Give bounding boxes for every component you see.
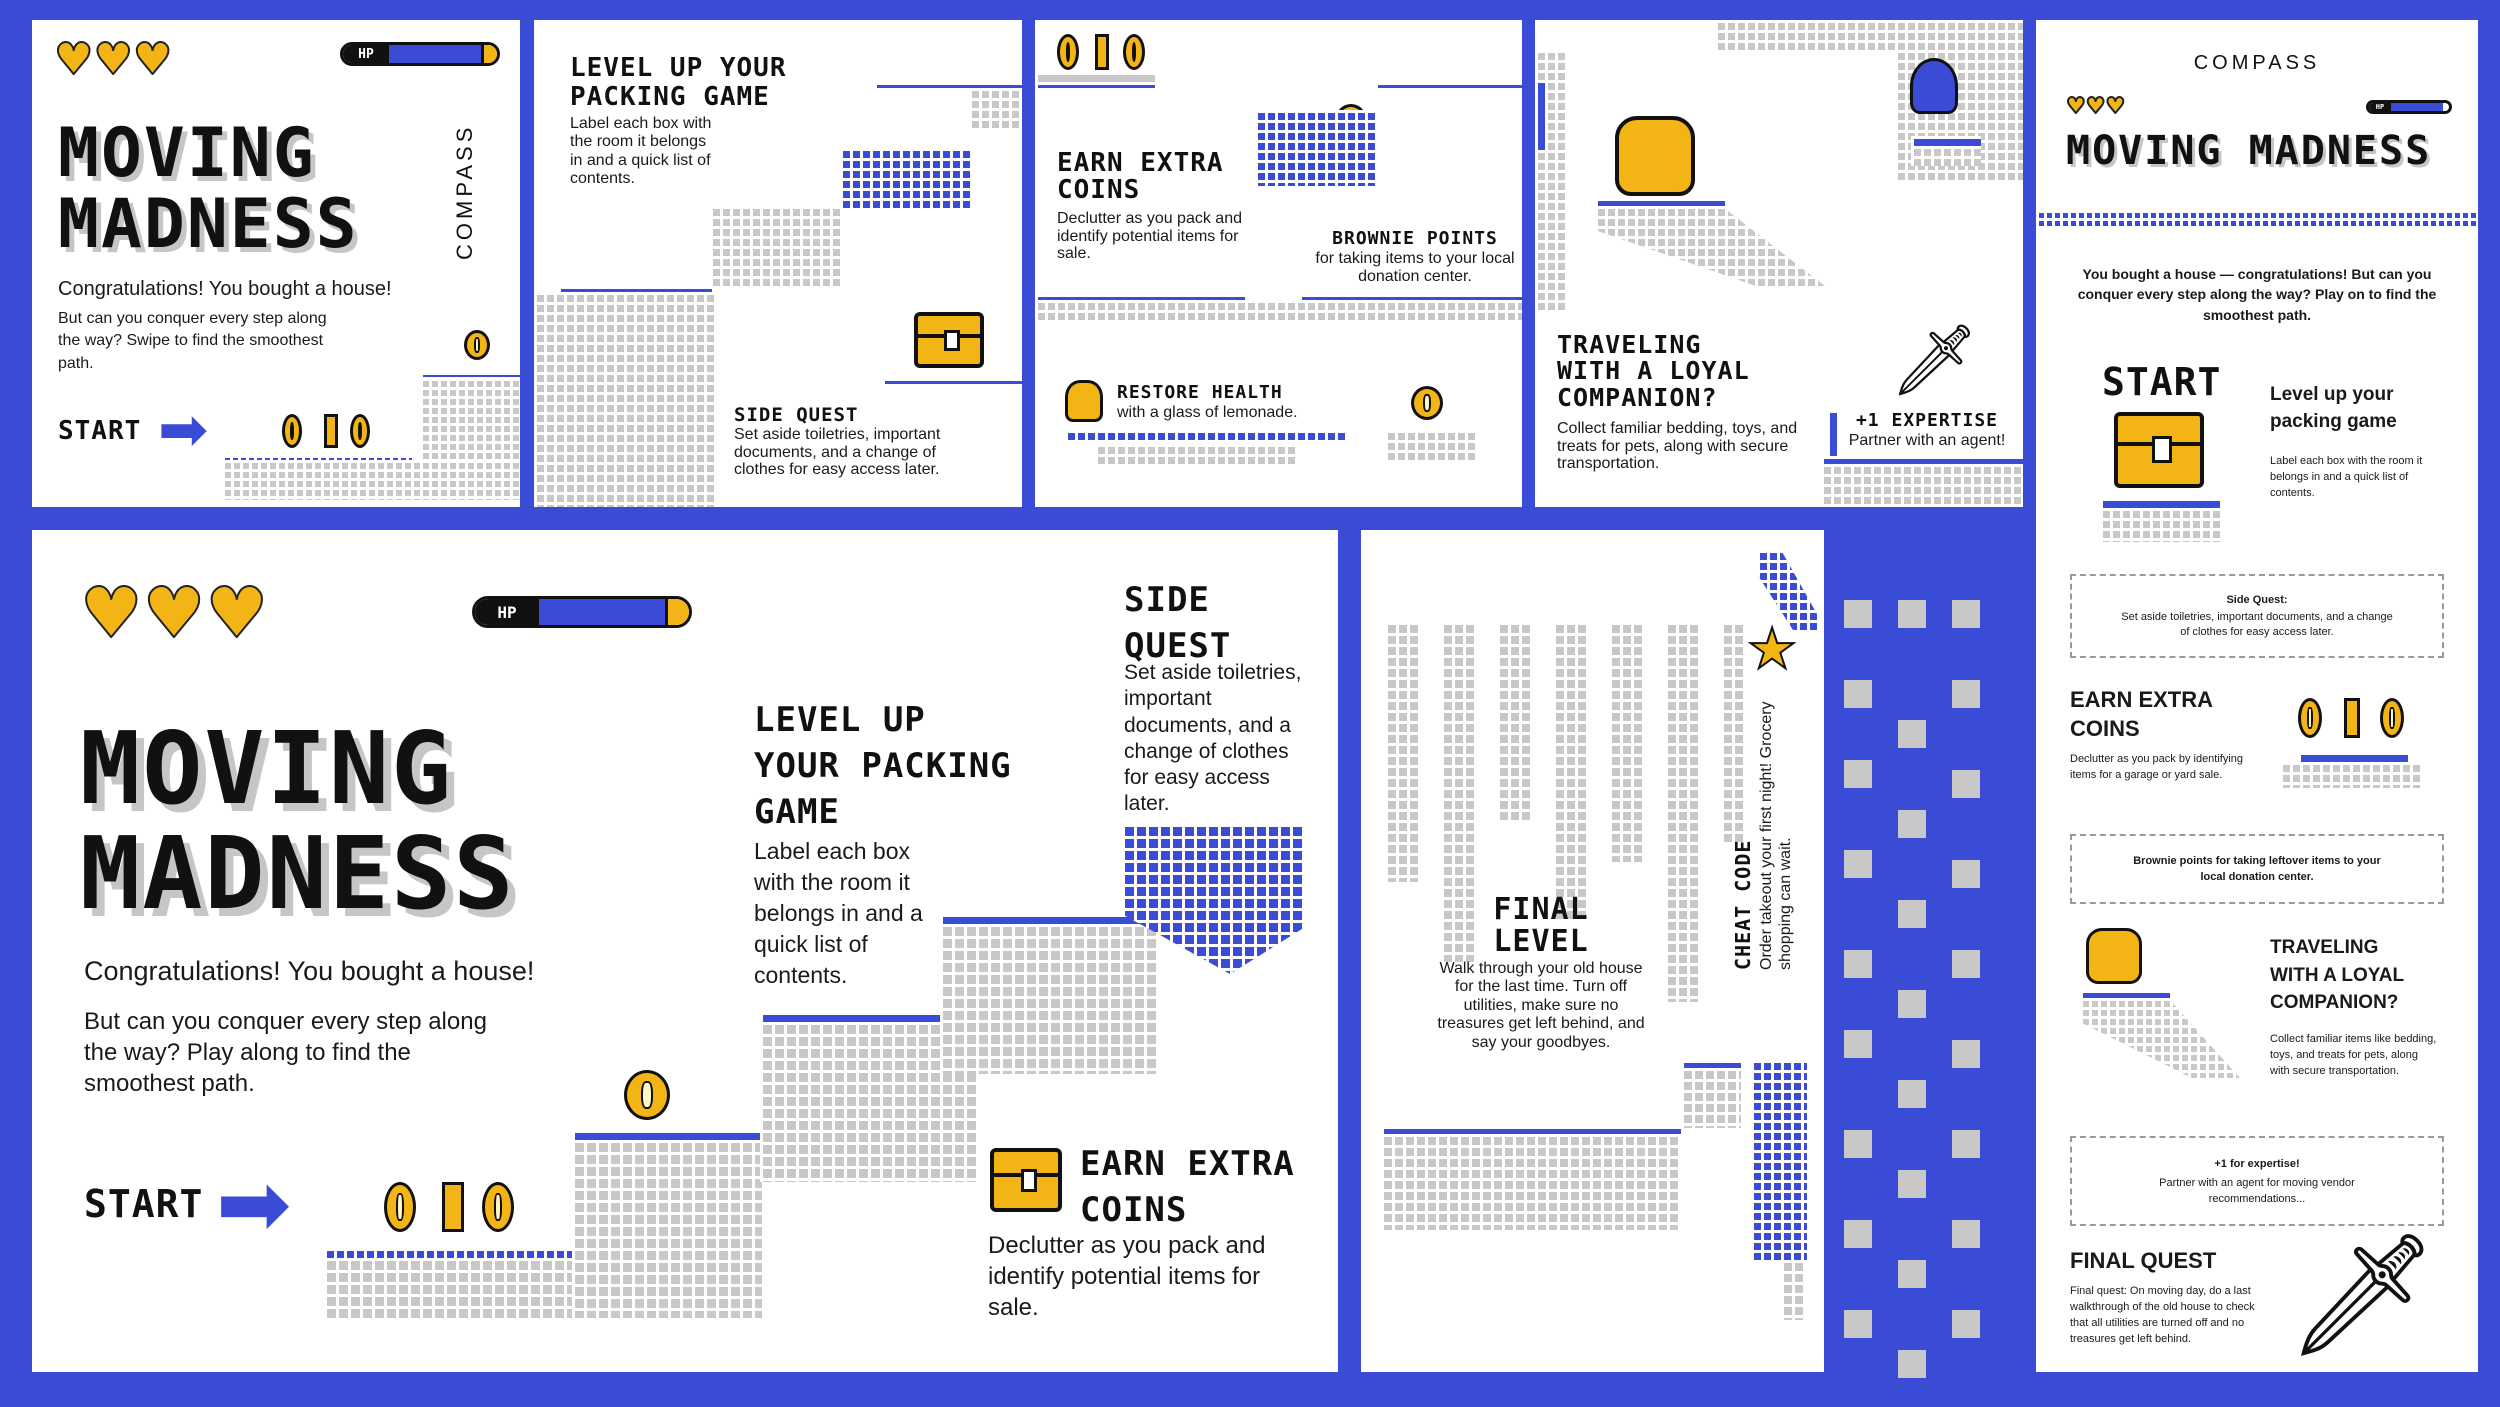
tall-expertise-label: +1 for expertise! — [2214, 1158, 2300, 1170]
treasure-chest-icon — [990, 1148, 1062, 1212]
pixel-path — [1821, 456, 2023, 464]
tall-travel-title: TRAVELING WITH A LOYAL COMPANION? — [2270, 937, 2405, 1014]
coin-bar-icon — [1095, 34, 1109, 70]
coin-bar-icon — [442, 1182, 464, 1232]
pixel-tile — [1952, 950, 1980, 978]
coin-icon — [2380, 698, 2404, 738]
coin-icon — [282, 414, 302, 448]
tall-level-body: Label each box with the room it belongs in and a quick list of contents. — [2270, 455, 2423, 499]
coin-icon — [350, 414, 370, 448]
pixel-stairs — [572, 1140, 762, 1318]
hp-bar — [2366, 100, 2452, 114]
pixel-path — [1065, 430, 1345, 442]
pixel-stairs — [420, 378, 520, 460]
pixel-tile — [1952, 1130, 1980, 1158]
landscape-headline: Congratulations! You bought a house! — [84, 956, 535, 986]
pixel-diagonal — [2080, 998, 2240, 1078]
heart-icon: ♥♥♥ — [80, 572, 269, 654]
compass-logo: COMPASS — [452, 123, 477, 260]
pixel-stairs — [324, 1258, 600, 1318]
pixel-column — [1385, 622, 1419, 882]
companion-title: TRAVELING WITH A LOYAL COMPANION? — [1557, 330, 1750, 412]
pixel-path — [2100, 498, 2220, 508]
coin-icon — [464, 330, 490, 360]
tall-coins-body: Declutter as you pack by identifying items for a garage or yard sale. — [2070, 753, 2244, 781]
page-title: MOVING MADNESS — [58, 114, 359, 265]
panel-level-up-square — [534, 20, 1022, 507]
brownie-points-body: for taking items to your local donation center. — [1315, 250, 1515, 285]
cheat-code-block — [1731, 700, 1821, 970]
pixel-divider — [2036, 210, 2478, 226]
panel-companion-square — [1535, 20, 2023, 507]
pixel-tile — [1952, 860, 1980, 888]
restore-health-body: with a glass of lemonade. — [1117, 404, 1298, 421]
side-quest-title: SIDE QUEST — [734, 404, 859, 426]
pixel-column — [1553, 622, 1587, 922]
pixel-tile — [1844, 1030, 1872, 1058]
hp-label: HP — [2369, 103, 2391, 111]
hp-fill — [389, 45, 481, 63]
start-label: START — [58, 416, 142, 446]
pixel-tile — [1844, 680, 1872, 708]
coin-icon — [384, 1182, 416, 1232]
panel-landscape — [32, 530, 1338, 1372]
pixel-tile — [1898, 1080, 1926, 1108]
pixel-blocks — [2100, 508, 2220, 542]
pixel-path — [1535, 80, 1545, 150]
pixel-tile — [1898, 1350, 1926, 1378]
bird-icon — [1910, 58, 1958, 114]
landscape-intro: But can you conquer every step along the way? Play along to find the smoothest path. — [84, 1008, 487, 1098]
pixel-path — [882, 378, 1022, 384]
pixel-tile — [1844, 1310, 1872, 1338]
hp-cap — [481, 45, 497, 63]
restore-health-title: RESTORE HEALTH — [1117, 382, 1283, 403]
final-level-title: FINAL LEVEL — [1493, 892, 1589, 959]
pixel-tile — [1844, 1220, 1872, 1248]
pixel-blocks — [1035, 300, 1522, 322]
pixel-tile — [1952, 770, 1980, 798]
pixel-tile — [1952, 600, 1980, 628]
pixel-tile — [1898, 810, 1926, 838]
pixel-stairs — [1715, 20, 2023, 50]
pixel-path — [1911, 136, 1981, 146]
hp-bar — [340, 42, 500, 66]
final-level-body: Walk through your old house for the last time. Turn off utilities, make sure no treasures get left behind, and say your goodbyes. — [1437, 960, 1645, 1051]
heart-icon: ♥♥♥ — [2066, 94, 2126, 119]
tall-final-body: Final quest: On moving day, do a last walkthrough of the old house to check that all utilities are turned off and no treasures get left behind. — [2070, 1285, 2255, 1345]
pixel-stairs — [940, 924, 1156, 1074]
pixel-column — [1609, 622, 1643, 862]
tall-start: START — [2102, 360, 2222, 404]
pixel-path — [1375, 82, 1522, 88]
sword-icon: 🗡 — [1890, 319, 1979, 401]
landscape-title: MOVING MADNESS — [80, 710, 516, 932]
panel-coins-square — [1035, 20, 1522, 507]
pixel-path — [572, 1130, 762, 1140]
tall-coins-title: EARN EXTRA COINS — [2070, 687, 2214, 741]
coin-icon — [1411, 386, 1443, 420]
tall-final-title: FINAL QUEST — [2070, 1248, 2217, 1273]
pixel-tile — [1952, 1220, 1980, 1248]
panel-final-level — [1361, 530, 1824, 1372]
star-icon: ★ — [1747, 617, 1798, 682]
landscape-coins-title: EARN EXTRA COINS — [1080, 1144, 1295, 1230]
pixel-tile — [1952, 1310, 1980, 1338]
hp-fill — [2391, 103, 2443, 111]
panel-infographic-tall — [2036, 20, 2478, 1372]
pixel-tile — [1844, 850, 1872, 878]
cat-icon — [1615, 116, 1695, 196]
heart-icon: ♥♥♥ — [54, 34, 173, 85]
pixel-stairs — [222, 460, 520, 500]
pixel-stairs — [534, 292, 714, 507]
pixel-tile — [1844, 760, 1872, 788]
landscape-level-body: Label each box with the room it belongs in and a quick list of contents. — [754, 838, 923, 989]
cheat-code-body: Order takeout your first night! Grocery shopping can wait. — [1758, 701, 1795, 970]
pixel-tile — [1952, 680, 1980, 708]
pixel-tile — [1898, 1170, 1926, 1198]
pixel-column — [1751, 1060, 1807, 1260]
pixel-tile — [1844, 600, 1872, 628]
pixel-column — [1665, 622, 1699, 1002]
tall-brownie: Brownie points for taking leftover items to your local donation center. — [2133, 855, 2381, 883]
hp-fill — [539, 599, 669, 625]
pixel-blocks — [2280, 762, 2420, 788]
pixel-path — [1595, 198, 1725, 206]
pixel-tile — [1898, 600, 1926, 628]
compass-logo: COMPASS — [2193, 52, 2321, 74]
landscape-start: START — [84, 1182, 204, 1226]
hp-cap — [665, 599, 689, 625]
coin-icon — [482, 1182, 514, 1232]
arrow-icon: ➡ — [216, 1152, 292, 1257]
pixel-stairs — [1681, 1068, 1741, 1128]
coin-icon — [1057, 34, 1079, 70]
hp-bar — [472, 596, 692, 628]
brownie-points-title: BROWNIE POINTS — [1332, 228, 1498, 249]
pixel-path — [1035, 82, 1155, 88]
earn-coins-title: EARN EXTRA COINS — [1057, 148, 1224, 206]
pixel-path — [2298, 752, 2408, 762]
cheat-code-title: CHEAT CODE — [1731, 839, 1755, 970]
pixel-path — [940, 914, 1156, 924]
expertise-title: +1 EXPERTISE — [1855, 410, 1999, 431]
tall-expertise-body: Partner with an agent for moving vendor recommendations... — [2159, 1177, 2355, 1205]
pixel-stairs — [1255, 110, 1375, 186]
hp-label: HP — [475, 599, 539, 625]
treasure-chest-icon — [2114, 412, 2204, 488]
pixel-stairs — [710, 206, 840, 286]
pixel-blocks — [1821, 464, 2023, 507]
coin-icon — [624, 1070, 670, 1120]
pixel-tile — [1844, 1130, 1872, 1158]
pixel-path — [420, 372, 520, 377]
pixel-blocks — [1385, 430, 1475, 460]
pixel-path — [324, 1248, 600, 1258]
headline: Congratulations! You bought a house! — [58, 278, 392, 300]
pixel-column — [1781, 1260, 1805, 1320]
landscape-quest-title: SIDE QUEST — [1124, 580, 1232, 666]
tall-travel-body: Collect familiar items like bedding, toys, and treats for pets, along with secure transportation. — [2270, 1033, 2437, 1077]
coin-bar-icon — [324, 414, 338, 448]
pixel-path — [1381, 1126, 1681, 1134]
landscape-quest-body: Set aside toiletries, important documents, and a change of clothes for easy access later. — [1124, 661, 1302, 816]
level-up-title: LEVEL UP YOUR PACKING GAME — [570, 53, 787, 112]
coin-icon — [2298, 698, 2322, 738]
pixel-blocks — [1911, 146, 1981, 166]
pixel-column — [1497, 622, 1531, 822]
companion-body: Collect familiar bedding, toys, and treats for pets, along with secure transportation. — [1557, 420, 1798, 473]
potion-icon — [1065, 380, 1103, 422]
pixel-tile — [1898, 900, 1926, 928]
pixel-diagonal — [1595, 206, 1825, 286]
treasure-chest-icon — [914, 312, 984, 368]
earn-coins-body: Declutter as you pack and identify potential items for sale. — [1057, 210, 1242, 263]
pixel-tile — [1844, 950, 1872, 978]
arrow-icon: ➡ — [158, 395, 209, 465]
expertise-body: Partner with an agent! — [1848, 432, 2006, 449]
side-quest-body: Set aside toiletries, important documents, and a change of clothes for easy access later. — [734, 426, 941, 479]
level-up-body: Label each box with the room it belongs in and a quick list of contents. — [570, 115, 712, 188]
tall-side-quest-label: Side Quest: — [2226, 594, 2288, 606]
landscape-level-title: LEVEL UP YOUR PACKING GAME — [754, 700, 1012, 832]
coin-icon — [1123, 34, 1145, 70]
tall-level-title: Level up your packing game — [2270, 384, 2397, 432]
tall-side-quest-body: Set aside toiletries, important documents, and a change of clothes for easy access later. — [2121, 611, 2393, 639]
sword-icon: 🗡 — [2286, 1226, 2439, 1365]
panel-intro-square — [32, 20, 520, 507]
pixel-tile — [1898, 720, 1926, 748]
tall-intro: You bought a house — congratulations! But can you conquer every step along the way? Play on to find the smoothest path. — [2077, 266, 2437, 323]
hp-label: HP — [343, 45, 389, 63]
pixel-stairs — [1381, 1134, 1681, 1230]
pixel-blocks — [1095, 444, 1295, 464]
pixel-blocks — [1035, 72, 1155, 82]
pixel-tile — [1898, 990, 1926, 1018]
cat-icon — [2086, 928, 2142, 984]
pixel-path — [1681, 1060, 1741, 1068]
coin-bar-icon — [2344, 698, 2360, 738]
pixel-tile — [1898, 1260, 1926, 1288]
pixel-blocks — [840, 148, 970, 208]
pixel-tile — [1952, 1040, 1980, 1068]
tall-title: MOVING MADNESS — [2066, 128, 2432, 174]
pixel-path — [2080, 990, 2170, 998]
pixel-blocks — [969, 88, 1022, 128]
intro-text: But can you conquer every step along the way? Swipe to find the smoothest path. — [58, 310, 327, 372]
decorative-tile-strip — [1836, 520, 2026, 1407]
landscape-coins-body: Declutter as you pack and identify potential items for sale. — [988, 1232, 1266, 1322]
